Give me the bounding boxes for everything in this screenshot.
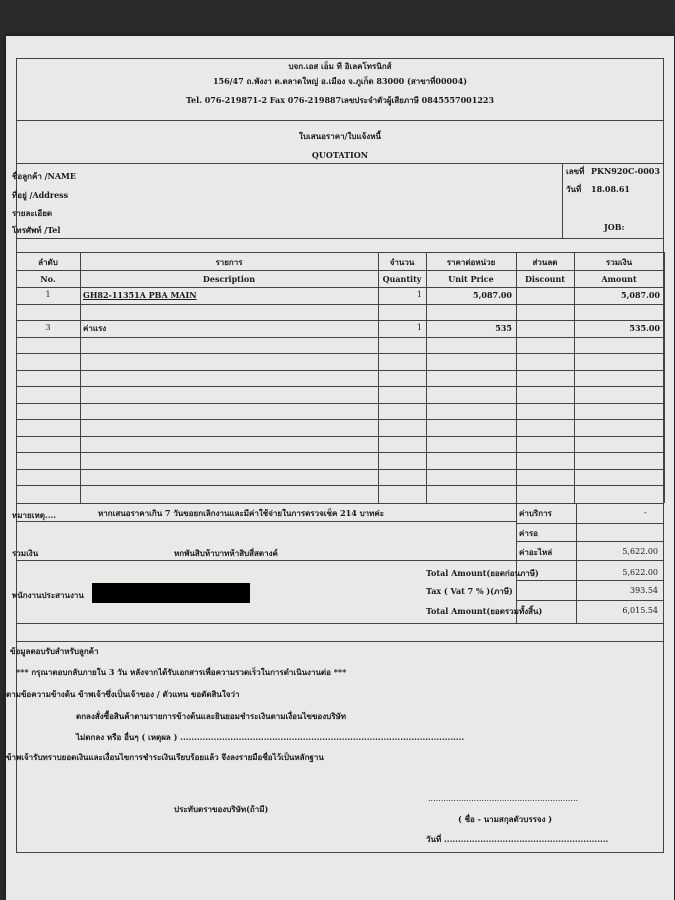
row-2-price: 535: [495, 323, 512, 333]
doc-date-value: 18.08.61: [591, 184, 630, 194]
header-th-5: รวมเงิน: [605, 257, 633, 267]
parts-value: 5,622.00: [622, 547, 658, 556]
doc-number-label: เลขที่: [566, 166, 585, 176]
reply-heading: ข้อมูลตอบรับสำหรับลูกค้า: [10, 646, 99, 656]
doc-title-th: ใบเสนอราคา/ใบแจ้งหนี้: [299, 131, 381, 141]
parts-label: ค่าอะไหล่: [519, 547, 553, 557]
header-th-2: จำนวน: [389, 257, 415, 267]
row-1-no: 1: [45, 290, 51, 299]
doc-number-value: PKN920C-0003: [591, 166, 660, 176]
doc-title-en: QUOTATION: [311, 150, 369, 160]
company-name: บจก.เอส เอ็ม ที อิเลคโทรนิกส์: [288, 61, 392, 71]
header-en-2: Quantity: [382, 274, 422, 284]
staff-label: พนักงานประสานงาน: [12, 590, 84, 600]
reply-line-4: ไม่ตกลง หรือ อื่นๆ ( เหตุผล ) ......................................................................................................: [76, 732, 465, 742]
customer-tel-label: โทรศัพท์ /Tel: [12, 225, 61, 235]
header-th-0: ลำดับ: [38, 257, 58, 267]
wait-label: ค่ารอ: [519, 528, 538, 538]
header-th-4: ส่วนลด: [532, 257, 558, 267]
tax-value: 393.54: [630, 586, 658, 595]
header-en-5: Amount: [601, 274, 637, 284]
tax-label: Tax ( Vat 7 % )(ภาษี): [426, 586, 513, 596]
row-2-amount: 535.00: [629, 323, 660, 333]
header-en-4: Discount: [524, 274, 565, 284]
header-en-3: Unit Price: [448, 274, 494, 284]
row-2-qty: 1: [416, 323, 422, 332]
company-contact: Tel. 076-219871-2 Fax 076-219887เลขประจำตัวผู้เสียภาษี 0845557001223: [185, 95, 495, 105]
redacted-staff-name: [92, 583, 250, 603]
header-th-1: รายการ: [215, 257, 243, 267]
total-label: รวมเงิน: [12, 548, 39, 558]
reply-line-2: ตามข้อความข้างต้น ข้าพเจ้าซึ่งเป็นเจ้าของ / ตัวแทน ขอตัดสินใจว่า: [6, 689, 240, 699]
reply-line-1: *** กรุณาตอบกลับภายใน 3 วัน หลังจากได้รับเอกสารเพื่อความรวดเร็วในการดำเนินงานต่อ ***: [16, 667, 347, 677]
grand-total-value: 6,015.54: [622, 606, 658, 615]
signature-date: วันที่ ...........................................................: [426, 834, 609, 844]
company-address: 156/47 ถ.พังงา ต.ตลาดใหญ่ อ.เมือง จ.ภูเก็ต 83000 (สาขาที่00004): [212, 76, 468, 86]
header-en-1: Description: [202, 274, 256, 284]
customer-detail-label: รายละเอียด: [12, 208, 53, 218]
row-1-qty: 1: [416, 290, 422, 299]
stamp-label: ประทับตราของบริษัท(ถ้ามี): [174, 804, 269, 814]
row-1-price: 5,087.00: [473, 290, 512, 300]
header-th-3: ราคาต่อหน่วย: [446, 257, 496, 267]
job-label: JOB:: [604, 222, 625, 232]
remark-text: หากเสนอราคาเกิน 7 วันขอยกเลิกงานและมีค่าใช้จ่ายในการตรวจเช็ค 214 บาทค่ะ: [98, 508, 385, 518]
doc-date-label: วันที่: [566, 184, 582, 194]
remark-label: หมายเหตุ....: [12, 510, 57, 520]
row-1-amount: 5,087.00: [621, 290, 660, 300]
reply-line-5: ข้าพเจ้ารับทราบยอดเงินและเงื่อนไขการชำระเงินเรียบร้อยแล้ว จึงลงรายมือชื่อไว้เป็นหลักฐาน: [6, 752, 324, 762]
service-label: ค่าบริการ: [519, 508, 552, 518]
row-2-desc: ค่าแรง: [83, 323, 107, 333]
signature-name-label: ( ชื่อ - นามสกุลตัวบรรจง ): [458, 814, 553, 824]
row-1-desc: GH82-11351A PBA MAIN: [83, 290, 197, 300]
grand-total-label: Total Amount(ยอดรวมทั้งสิ้น): [426, 606, 543, 616]
total-amount-value: 5,622.00: [622, 568, 658, 577]
total-words: หกพันสิบห้าบาทห้าสิบสี่สตางค์: [174, 548, 278, 558]
signature-line: ...........................................................: [428, 794, 579, 803]
reply-line-3: ตกลงสั่งซื้อสินค้าตามรายการข้างต้นและยินยอมชำระเงินตามเงื่อนไขของบริษัท: [76, 711, 347, 721]
row-2-no: 3: [45, 323, 51, 332]
header-en-0: No.: [40, 274, 56, 284]
customer-address-label: ที่อยู่ /Address: [12, 190, 69, 200]
total-amount-label: Total Amount(ยอดก่อนภาษี): [426, 568, 539, 578]
customer-name-label: ชื่อลูกค้า /NAME: [12, 171, 77, 181]
quotation-sheet: [6, 36, 674, 900]
service-value: -: [644, 508, 647, 517]
